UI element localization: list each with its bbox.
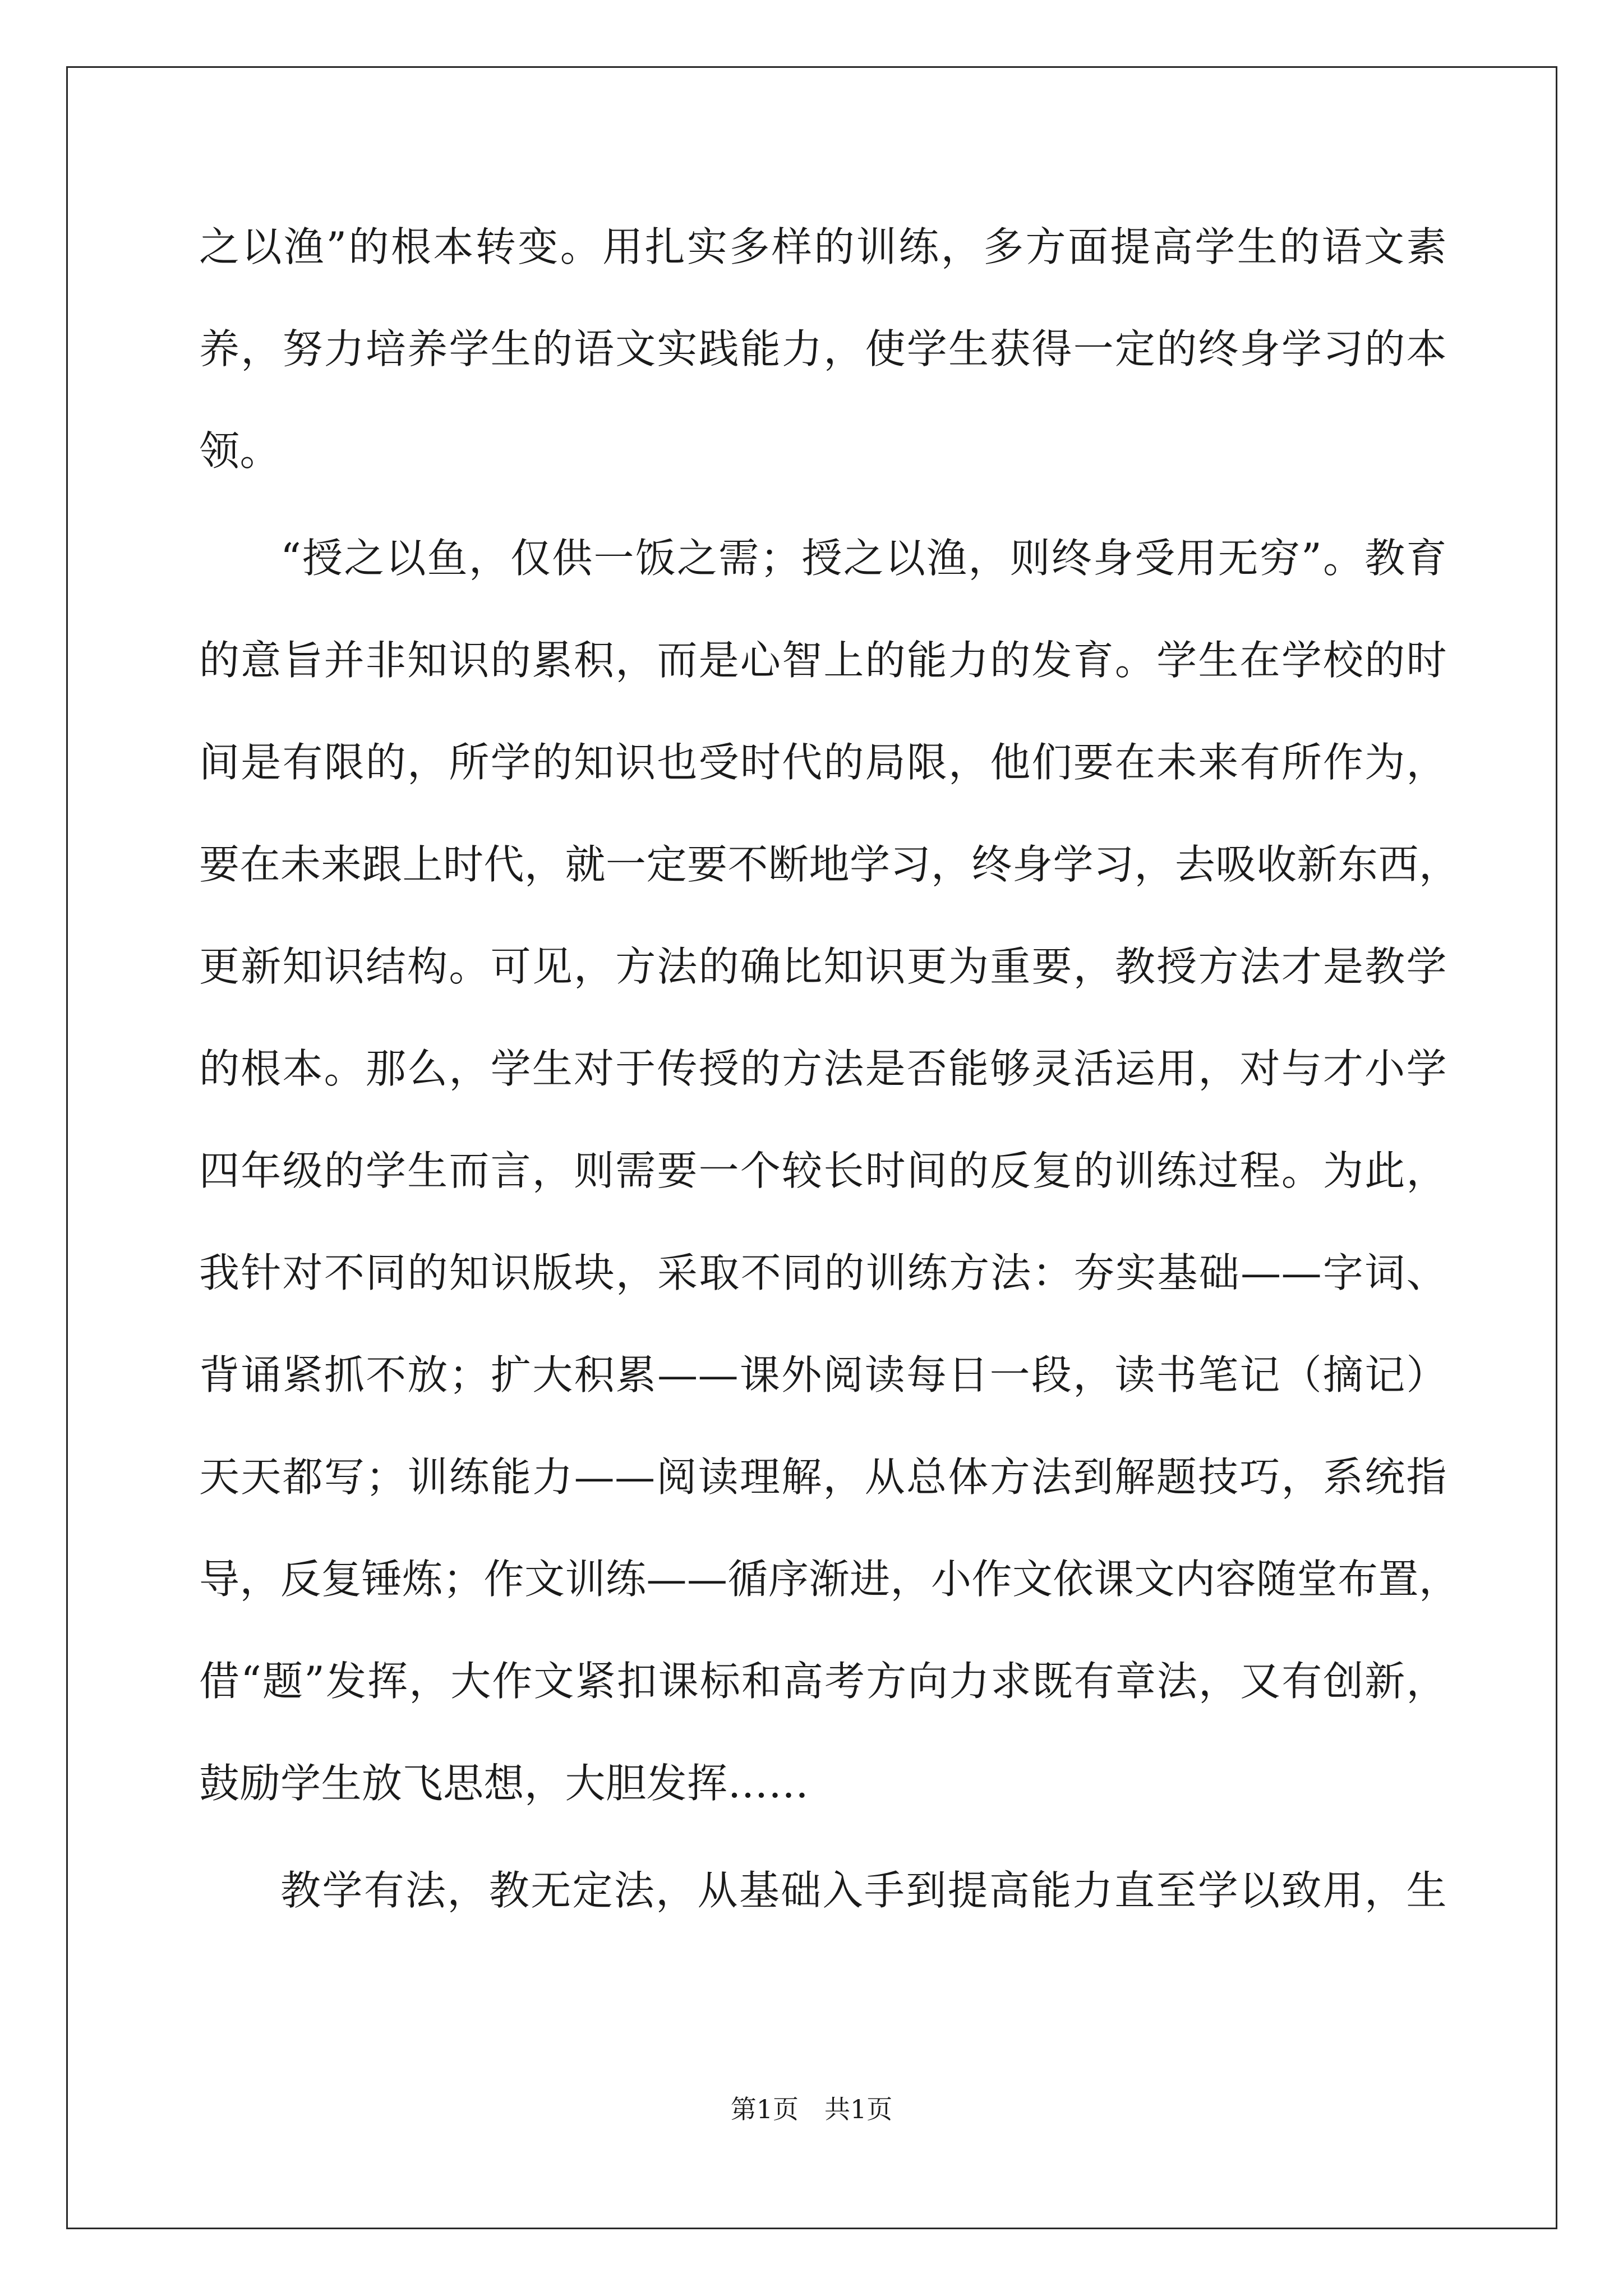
page-footer	[0, 2092, 1623, 2126]
text-line: 更新知识结构。可见，方法的确比知识更为重要，教授方法才是教学	[199, 943, 1447, 990]
text-line: 的意旨并非知识的累积，而是心智上的能力的发育。学生在学校的时	[199, 637, 1447, 684]
text-line: 鼓励学生放飞思想，大胆发挥……	[199, 1760, 809, 1807]
text-line: 我针对不同的知识版块，采取不同的训练方法：夯实基础——字词、	[199, 1249, 1447, 1296]
text-line: 借“题”发挥，大作文紧扣课标和高考方向力求既有章法，又有创新，	[199, 1658, 1447, 1705]
text-line: 养，努力培养学生的语文实践能力，使学生获得一定的终身学习的本	[199, 325, 1447, 372]
text-line: 之以渔”的根本转变。用扎实多样的训练，多方面提高学生的语文素	[199, 223, 1447, 270]
text-line-paragraph-start: “授之以鱼，仅供一饭之需；授之以渔，则终身受用无穷”。教育	[280, 535, 1447, 582]
text-line: 天天都写；训练能力——阅读理解，从总体方法到解题技巧，系统指	[199, 1453, 1447, 1501]
page-total: 共1页	[824, 2094, 893, 2124]
text-line-paragraph-start: 教学有法，教无定法，从基础入手到提高能力直至学以致用，生	[280, 1867, 1447, 1914]
text-line: 间是有限的，所学的知识也受时代的局限，他们要在未来有所作为，	[199, 739, 1447, 786]
text-line: 导，反复锤炼；作文训练——循序渐进，小作文依课文内容随堂布置，	[199, 1556, 1460, 1603]
text-line: 四年级的学生而言，则需要一个较长时间的反复的训练过程。为此，	[199, 1147, 1447, 1194]
text-line: 要在未来跟上时代，就一定要不断地学习，终身学习，去吸收新东西，	[199, 841, 1460, 888]
text-line: 领。	[199, 427, 281, 475]
text-line: 背诵紧抓不放；扩大积累——课外阅读每日一段，读书笔记（摘记）	[199, 1351, 1447, 1398]
text-line: 的根本。那么，学生对于传授的方法是否能够灵活运用，对与才小学	[199, 1045, 1447, 1092]
page-number: 第1页	[730, 2094, 799, 2124]
